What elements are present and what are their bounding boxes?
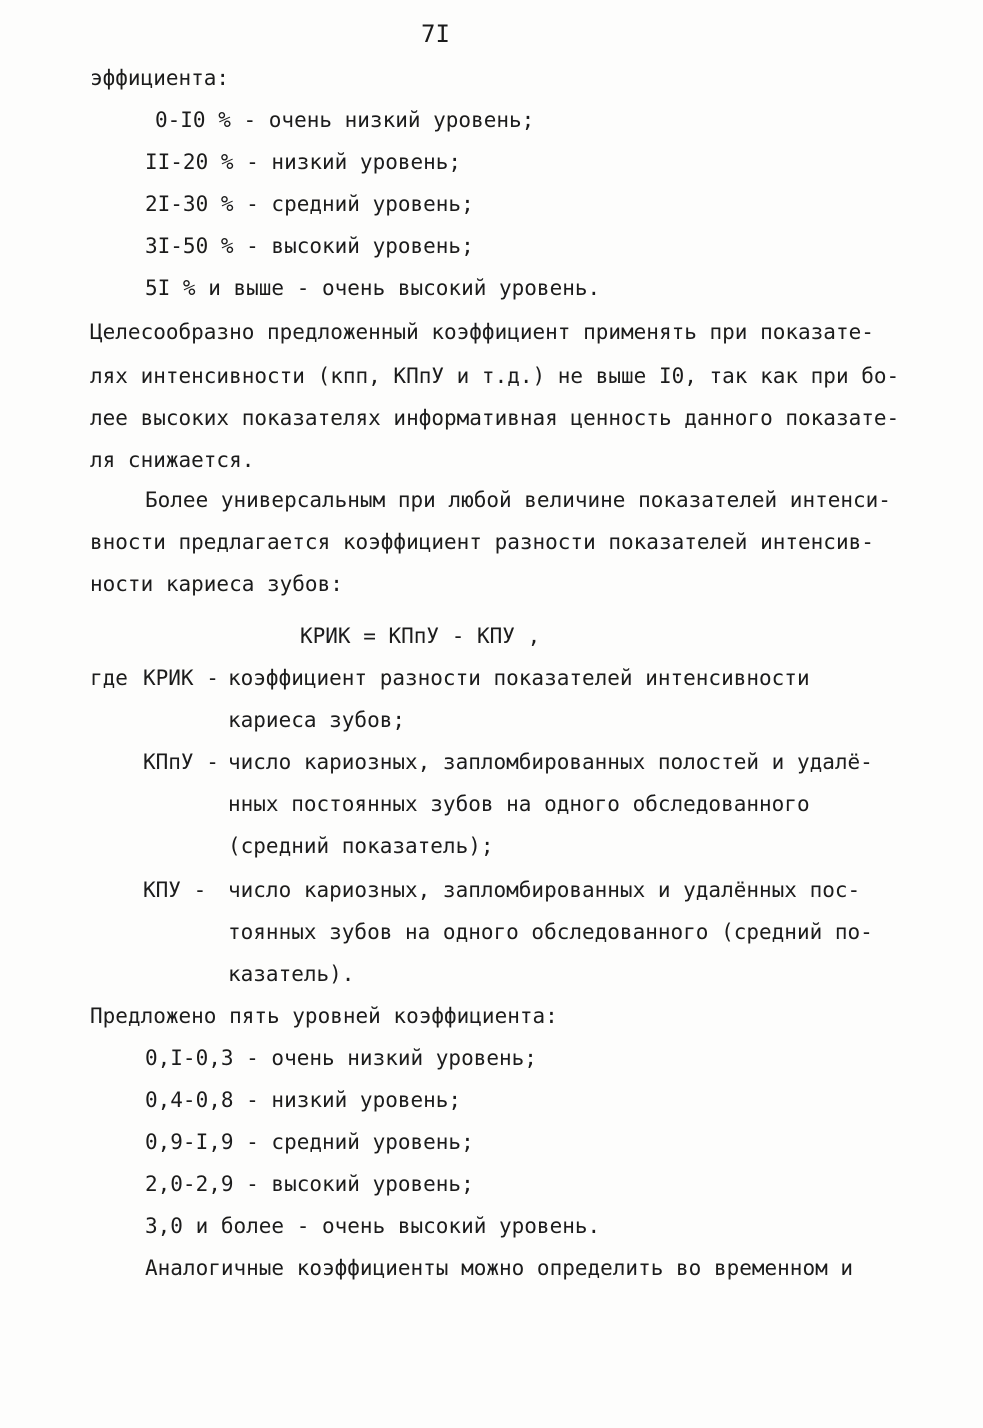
- def-line: число кариозных, запломбированных полостей и удалё-: [228, 750, 873, 774]
- def-line: тоянных зубов на одного обследованного (средний по-: [228, 920, 873, 944]
- level1-item: 0-I0 % - очень низкий уровень;: [155, 108, 535, 132]
- para1-line: Целесообразно предложенный коэффициент применять при показате-: [90, 320, 874, 344]
- para2-line: Более универсальным при любой величине показателей интенси-: [145, 488, 891, 512]
- intro-tail: эффициента:: [90, 66, 230, 90]
- level2-item: 0,9-I,9 - средний уровень;: [145, 1130, 474, 1154]
- para1-line: лях интенсивности (кпп, КПпУ и т.д.) не выше I0, так как при бо-: [90, 364, 900, 388]
- level2-item: 0,I-0,3 - очень низкий уровень;: [145, 1046, 537, 1070]
- para2-line: вности предлагается коэффициент разности показателей интенсив-: [90, 530, 874, 554]
- def-line: кариеса зубов;: [228, 708, 406, 732]
- level1-item: 3I-50 % - высокий уровень;: [145, 234, 474, 258]
- def-line: коэффициент разности показателей интенсивности: [228, 666, 810, 690]
- para1-line: лее высоких показателях информативная ценность данного показате-: [90, 406, 900, 430]
- def-term: КПУ -: [143, 878, 207, 902]
- levels-intro: Предложено пять уровней коэффициента:: [90, 1004, 558, 1028]
- def-term: КПпУ -: [143, 750, 219, 774]
- level1-item: 2I-30 % - средний уровень;: [145, 192, 474, 216]
- level2-item: 3,0 и более - очень высокий уровень.: [145, 1214, 601, 1238]
- def-line: нных постоянных зубов на одного обследованного: [228, 792, 810, 816]
- para2-line: ности кариеса зубов:: [90, 572, 343, 596]
- level1-item: 5I % и выше - очень высокий уровень.: [145, 276, 601, 300]
- final-line: Аналогичные коэффициенты можно определить во временном и: [145, 1256, 854, 1280]
- formula: КРИК = КПпУ - КПУ ,: [300, 624, 541, 648]
- where-label: где: [90, 666, 128, 690]
- para1-line: ля снижается.: [90, 448, 255, 472]
- level2-item: 2,0-2,9 - высокий уровень;: [145, 1172, 474, 1196]
- def-term: КРИК -: [143, 666, 219, 690]
- level1-item: II-20 % - низкий уровень;: [145, 150, 462, 174]
- level2-item: 0,4-0,8 - низкий уровень;: [145, 1088, 462, 1112]
- def-line: казатель).: [228, 962, 355, 986]
- def-line: (средний показатель);: [228, 834, 494, 858]
- def-line: число кариозных, запломбированных и удалённых пос-: [228, 878, 861, 902]
- page-number: 7I: [421, 20, 450, 48]
